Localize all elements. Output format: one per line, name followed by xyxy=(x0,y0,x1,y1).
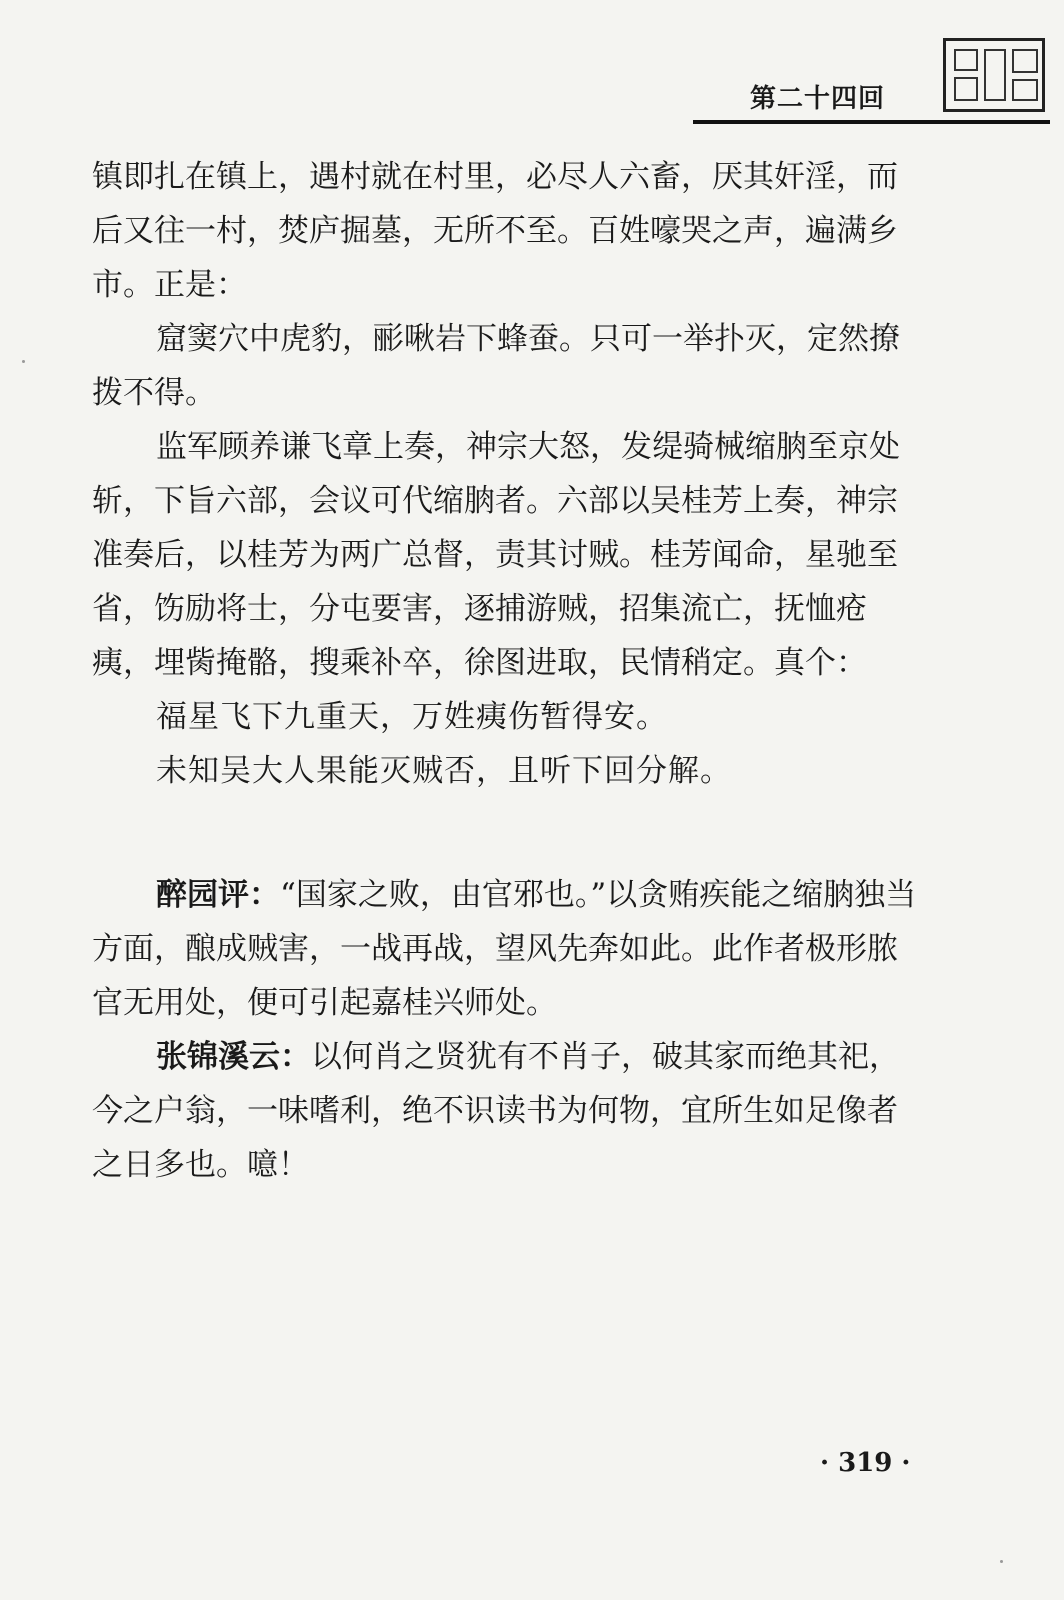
comment-1-label: 醉园评： xyxy=(156,877,280,913)
main-text xyxy=(92,150,922,1192)
paragraph-1: 镇即扎在镇上，遇村就在村里，必尽人六畜，厌其奸淫，而后又往一村，焚庐掘墓，无所不至。百姓嚎哭之声，遍满乡市。正是： xyxy=(92,159,898,303)
comment-1-text: “国家之败，由官邪也。”以贪贿疾能之缩朒独当方面，酿成贼害，一战再战，望风先奔如此。此作者极形脓官无用处，便可引起嘉桂兴师处。 xyxy=(92,877,917,1021)
scan-speck xyxy=(1000,1560,1003,1563)
paragraph-3: 未知吴大人果能灭贼否，且听下回分解。 xyxy=(156,753,732,789)
paragraph-2: 监军顾养谦飞章上奏，神宗大怒，发缇骑械缩朒至京处斩，下旨六部，会议可代缩朒者。六部以吴桂芳上奏，神宗准奏后，以桂芳为两广总督，责其讨贼。桂芳闻命，星驰至省，饬励将士，分屯要害，逐捕游贼，招集流亡，抚恤疮痍，埋胔掩骼，搜乘补卒，徐图进取，民情稍定。真个： xyxy=(92,429,900,681)
seal-stamp-icon xyxy=(943,38,1045,112)
comment-1 xyxy=(92,868,922,1030)
header-rule xyxy=(693,120,1050,124)
verse-1: 窟窦穴中虎豹，彨啾岩下蜂蚕。只可一举扑灭，定然撩拨不得。 xyxy=(92,321,900,411)
verse-2: 福星飞下九重天，万姓痍伤暂得安。 xyxy=(156,699,668,735)
page-number: · 319 · xyxy=(820,1448,911,1478)
chapter-title: 第二十四回 xyxy=(750,84,886,114)
comment-2-text: 以何肖之贤犹有不肖子，破其家而绝其祀，今之户翁，一味嗜利，绝不识读书为何物，宜所生如足像者之日多也。噫！ xyxy=(92,1039,900,1183)
comment-2 xyxy=(92,1030,922,1192)
commentary-section xyxy=(92,868,922,1192)
comment-2-label: 张锦溪云： xyxy=(156,1039,311,1075)
scan-speck xyxy=(22,360,25,363)
